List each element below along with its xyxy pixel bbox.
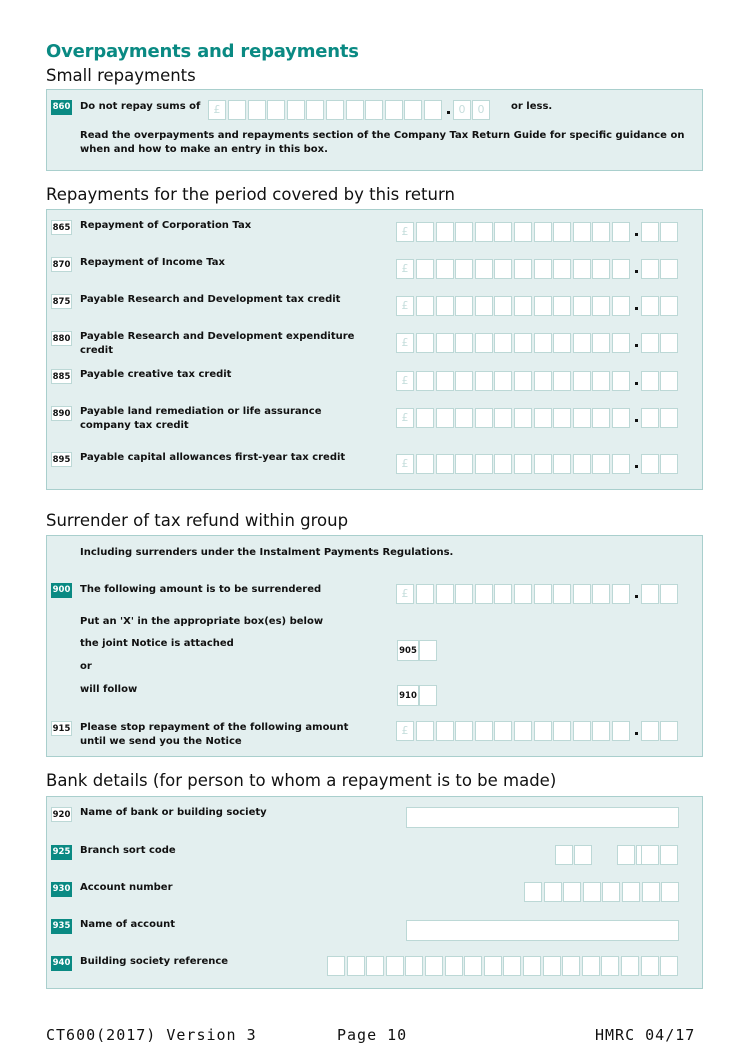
building-society-ref-cell[interactable] — [543, 956, 561, 976]
box-885-digit-cell[interactable] — [514, 371, 532, 391]
box-880-digit-cell[interactable] — [436, 333, 454, 353]
box-900-digit-cell[interactable] — [573, 584, 591, 604]
box-860-digit-cell[interactable] — [385, 100, 403, 120]
box-number-905: 905 — [397, 640, 419, 661]
box-885-pound-cell: £ — [396, 371, 414, 391]
box-860-suffix: or less. — [511, 101, 553, 112]
box-880-decimal-point — [635, 344, 638, 347]
box-885-digit-cell[interactable] — [553, 371, 571, 391]
account-number-cell[interactable] — [544, 882, 562, 902]
box-880-pence-cell[interactable] — [660, 333, 678, 353]
box-875-digit-cell[interactable] — [592, 296, 610, 316]
joint-notice-label: the joint Notice is attached — [80, 638, 234, 649]
box-860-pence-cell: 0 — [472, 100, 490, 120]
box-895-digit-cell[interactable] — [436, 454, 454, 474]
box-900-decimal-point — [635, 595, 638, 598]
box-915-digit-cell[interactable] — [416, 721, 434, 741]
box-870-pence-cell[interactable] — [641, 259, 659, 279]
box-910-checkbox[interactable] — [419, 685, 437, 706]
box-915-digit-cell[interactable] — [455, 721, 473, 741]
box-905-checkbox[interactable] — [419, 640, 437, 661]
box-915-pence-cell[interactable] — [641, 721, 659, 741]
box-number-870: 870 — [51, 257, 72, 272]
box-870-digit-cell[interactable] — [416, 259, 434, 279]
box-900-digit-cell[interactable] — [553, 584, 571, 604]
building-society-ref-cell[interactable] — [405, 956, 423, 976]
box-865-digit-cell[interactable] — [592, 222, 610, 242]
box-880-digit-cell[interactable] — [475, 333, 493, 353]
box-895-digit-cell[interactable] — [455, 454, 473, 474]
footer-form-version: CT600(2017) Version 3 — [46, 1026, 257, 1044]
box-890-pound-cell: £ — [396, 408, 414, 428]
box-880-pound-cell: £ — [396, 333, 414, 353]
page-title: Overpayments and repayments — [46, 41, 359, 62]
box-875-pound-cell: £ — [396, 296, 414, 316]
box-865-pence-cell[interactable] — [660, 222, 678, 242]
box-890-digit-cell[interactable] — [455, 408, 473, 428]
account-name-field[interactable] — [406, 920, 679, 941]
box-865-digit-cell[interactable] — [534, 222, 552, 242]
box-870-pence-cell[interactable] — [660, 259, 678, 279]
box-860-guidance: Read the overpayments and repayments section of the Company Tax Return Guide for specific guidance on when and how to make an entry in this box. — [80, 130, 685, 155]
surrender-panel — [46, 535, 703, 757]
box-875-digit-cell[interactable] — [416, 296, 434, 316]
bank-name-field[interactable] — [406, 807, 679, 828]
box-890-pence-cell[interactable] — [641, 408, 659, 428]
building-society-ref-cell[interactable] — [386, 956, 404, 976]
box-860-digit-cell[interactable] — [326, 100, 344, 120]
box-930-label: Account number — [80, 882, 173, 893]
box-860-decimal-point — [447, 111, 450, 114]
account-number-cell[interactable] — [642, 882, 660, 902]
box-870-digit-cell[interactable] — [612, 259, 630, 279]
box-number-910: 910 — [397, 685, 419, 706]
or-label: or — [80, 661, 92, 672]
box-number-890: 890 — [51, 406, 72, 421]
box-900-digit-cell[interactable] — [612, 584, 630, 604]
box-890-digit-cell[interactable] — [475, 408, 493, 428]
box-860-digit-cell[interactable] — [404, 100, 422, 120]
box-number-865: 865 — [51, 220, 72, 235]
building-society-ref-cell[interactable] — [484, 956, 502, 976]
box-number-915: 915 — [51, 721, 72, 736]
box-890-digit-cell[interactable] — [573, 408, 591, 428]
box-875-digit-cell[interactable] — [573, 296, 591, 316]
sort-code-cell[interactable] — [660, 845, 678, 865]
box-915-digit-cell[interactable] — [553, 721, 571, 741]
box-895-digit-cell[interactable] — [475, 454, 493, 474]
box-895-pence-cell[interactable] — [641, 454, 659, 474]
small-repayments-panel — [46, 89, 703, 171]
box-885-digit-cell[interactable] — [534, 371, 552, 391]
box-865-digit-cell[interactable] — [436, 222, 454, 242]
box-895-pence-cell[interactable] — [660, 454, 678, 474]
box-900-digit-cell[interactable] — [475, 584, 493, 604]
box-880-label: Payable Research and Development expenditure credit — [80, 331, 355, 356]
repayments-panel — [46, 209, 703, 490]
box-895-label: Payable capital allowances first-year tax credit — [80, 452, 346, 463]
box-885-label: Payable creative tax credit — [80, 369, 232, 380]
box-860-digit-cell[interactable] — [424, 100, 442, 120]
building-society-ref-cell[interactable] — [562, 956, 580, 976]
box-875-digit-cell[interactable] — [553, 296, 571, 316]
box-860-digit-cell[interactable] — [267, 100, 285, 120]
box-number-880: 880 — [51, 331, 72, 346]
box-880-digit-cell[interactable] — [592, 333, 610, 353]
account-number-cell[interactable] — [563, 882, 581, 902]
box-860-digit-cell[interactable] — [228, 100, 246, 120]
box-915-digit-cell[interactable] — [494, 721, 512, 741]
box-890-digit-cell[interactable] — [534, 408, 552, 428]
box-875-digit-cell[interactable] — [534, 296, 552, 316]
box-925-label: Branch sort code — [80, 845, 176, 856]
sort-code-cell[interactable] — [574, 845, 592, 865]
box-865-digit-cell[interactable] — [475, 222, 493, 242]
box-915-pound-cell: £ — [396, 721, 414, 741]
box-865-digit-cell[interactable] — [514, 222, 532, 242]
box-900-digit-cell[interactable] — [494, 584, 512, 604]
box-875-digit-cell[interactable] — [612, 296, 630, 316]
box-870-digit-cell[interactable] — [436, 259, 454, 279]
box-880-digit-cell[interactable] — [534, 333, 552, 353]
box-865-pound-cell: £ — [396, 222, 414, 242]
box-915-digit-cell[interactable] — [475, 721, 493, 741]
box-number-875: 875 — [51, 294, 72, 309]
box-860-digit-cell[interactable] — [248, 100, 266, 120]
box-890-digit-cell[interactable] — [416, 408, 434, 428]
box-885-digit-cell[interactable] — [494, 371, 512, 391]
box-915-pence-cell[interactable] — [660, 721, 678, 741]
box-870-digit-cell[interactable] — [534, 259, 552, 279]
account-number-cell[interactable] — [661, 882, 679, 902]
box-880-digit-cell[interactable] — [455, 333, 473, 353]
box-915-digit-cell[interactable] — [436, 721, 454, 741]
building-society-ref-cell[interactable] — [327, 956, 345, 976]
box-890-digit-cell[interactable] — [514, 408, 532, 428]
box-935-label: Name of account — [80, 919, 175, 930]
box-900-label: The following amount is to be surrendered — [80, 584, 322, 595]
box-895-digit-cell[interactable] — [416, 454, 434, 474]
box-875-digit-cell[interactable] — [494, 296, 512, 316]
box-number-920: 920 — [51, 807, 72, 822]
box-885-digit-cell[interactable] — [573, 371, 591, 391]
box-870-digit-cell[interactable] — [573, 259, 591, 279]
box-895-digit-cell[interactable] — [592, 454, 610, 474]
box-900-pence-cell[interactable] — [641, 584, 659, 604]
building-society-ref-cell[interactable] — [425, 956, 443, 976]
box-875-pence-cell[interactable] — [660, 296, 678, 316]
put-x-instruction: Put an 'X' in the appropriate box(es) below — [80, 616, 324, 627]
box-875-pence-cell[interactable] — [641, 296, 659, 316]
will-follow-label: will follow — [80, 684, 138, 695]
box-915-digit-cell[interactable] — [573, 721, 591, 741]
box-915-digit-cell[interactable] — [592, 721, 610, 741]
box-900-digit-cell[interactable] — [455, 584, 473, 604]
box-890-digit-cell[interactable] — [592, 408, 610, 428]
box-865-digit-cell[interactable] — [494, 222, 512, 242]
box-900-digit-cell[interactable] — [436, 584, 454, 604]
footer-hmrc-ref: HMRC 04/17 — [595, 1026, 696, 1044]
box-895-digit-cell[interactable] — [553, 454, 571, 474]
section-heading-surrender: Surrender of tax refund within group — [46, 511, 349, 530]
box-875-digit-cell[interactable] — [455, 296, 473, 316]
box-number-900: 900 — [51, 583, 72, 598]
box-890-label: Payable land remediation or life assurance company tax credit — [80, 406, 322, 431]
box-885-digit-cell[interactable] — [416, 371, 434, 391]
box-890-digit-cell[interactable] — [553, 408, 571, 428]
section-heading-bank: Bank details (for person to whom a repayment is to be made) — [46, 771, 557, 790]
box-895-decimal-point — [635, 465, 638, 468]
building-society-ref-cell[interactable] — [582, 956, 600, 976]
box-870-digit-cell[interactable] — [475, 259, 493, 279]
box-920-label: Name of bank or building society — [80, 807, 267, 818]
box-870-decimal-point — [635, 270, 638, 273]
box-900-digit-cell[interactable] — [534, 584, 552, 604]
box-915-digit-cell[interactable] — [534, 721, 552, 741]
box-number-885: 885 — [51, 369, 72, 384]
box-915-digit-cell[interactable] — [514, 721, 532, 741]
box-860-label: Do not repay sums of — [80, 101, 201, 112]
box-885-digit-cell[interactable] — [475, 371, 493, 391]
building-society-ref-cell[interactable] — [641, 956, 659, 976]
box-885-digit-cell[interactable] — [612, 371, 630, 391]
section-heading-repayments: Repayments for the period covered by this return — [46, 185, 455, 204]
box-870-digit-cell[interactable] — [592, 259, 610, 279]
sort-code-cell[interactable] — [641, 845, 659, 865]
box-870-digit-cell[interactable] — [553, 259, 571, 279]
box-875-digit-cell[interactable] — [436, 296, 454, 316]
account-number-cell[interactable] — [622, 882, 640, 902]
building-society-ref-cell[interactable] — [347, 956, 365, 976]
building-society-ref-cell[interactable] — [601, 956, 619, 976]
box-865-digit-cell[interactable] — [553, 222, 571, 242]
box-915-decimal-point — [635, 732, 638, 735]
box-915-digit-cell[interactable] — [612, 721, 630, 741]
sort-code-cell[interactable] — [617, 845, 635, 865]
box-885-digit-cell[interactable] — [592, 371, 610, 391]
box-number-935: 935 — [51, 919, 72, 934]
box-860-digit-cell[interactable] — [365, 100, 383, 120]
box-860-pound-cell: £ — [208, 100, 226, 120]
box-880-digit-cell[interactable] — [514, 333, 532, 353]
box-940-label: Building society reference — [80, 956, 229, 967]
account-number-cell[interactable] — [583, 882, 601, 902]
box-900-digit-cell[interactable] — [592, 584, 610, 604]
box-885-decimal-point — [635, 382, 638, 385]
box-885-digit-cell[interactable] — [436, 371, 454, 391]
box-865-decimal-point — [635, 233, 638, 236]
building-society-ref-cell[interactable] — [523, 956, 541, 976]
box-865-label: Repayment of Corporation Tax — [80, 220, 252, 231]
box-915-label: Please stop repayment of the following amount until we send you the Notice — [80, 722, 349, 747]
box-860-digit-cell[interactable] — [306, 100, 324, 120]
box-875-digit-cell[interactable] — [514, 296, 532, 316]
box-890-decimal-point — [635, 419, 638, 422]
box-860-digit-cell[interactable] — [346, 100, 364, 120]
box-900-pound-cell: £ — [396, 584, 414, 604]
box-865-pence-cell[interactable] — [641, 222, 659, 242]
box-875-label: Payable Research and Development tax credit — [80, 294, 341, 305]
box-860-digit-cell[interactable] — [287, 100, 305, 120]
box-885-pence-cell[interactable] — [641, 371, 659, 391]
building-society-ref-cell[interactable] — [464, 956, 482, 976]
building-society-ref-cell[interactable] — [660, 956, 678, 976]
box-900-pence-cell[interactable] — [660, 584, 678, 604]
box-895-digit-cell[interactable] — [494, 454, 512, 474]
box-870-pound-cell: £ — [396, 259, 414, 279]
box-870-digit-cell[interactable] — [514, 259, 532, 279]
box-865-digit-cell[interactable] — [573, 222, 591, 242]
box-880-digit-cell[interactable] — [612, 333, 630, 353]
building-society-ref-cell[interactable] — [445, 956, 463, 976]
box-860-pence-cell: 0 — [453, 100, 471, 120]
box-890-digit-cell[interactable] — [612, 408, 630, 428]
box-870-digit-cell[interactable] — [455, 259, 473, 279]
box-865-digit-cell[interactable] — [455, 222, 473, 242]
box-900-digit-cell[interactable] — [416, 584, 434, 604]
account-number-cell[interactable] — [602, 882, 620, 902]
sort-code-cell[interactable] — [555, 845, 573, 865]
box-number-925: 925 — [51, 845, 72, 860]
box-865-digit-cell[interactable] — [612, 222, 630, 242]
box-890-digit-cell[interactable] — [494, 408, 512, 428]
box-880-digit-cell[interactable] — [494, 333, 512, 353]
box-number-930: 930 — [51, 882, 72, 897]
surrender-intro: Including surrenders under the Instalment Payments Regulations. — [80, 547, 454, 558]
building-society-ref-cell[interactable] — [503, 956, 521, 976]
box-895-digit-cell[interactable] — [612, 454, 630, 474]
box-900-digit-cell[interactable] — [514, 584, 532, 604]
section-heading-small-repayments: Small repayments — [46, 66, 196, 85]
box-number-940: 940 — [51, 956, 72, 971]
box-880-digit-cell[interactable] — [553, 333, 571, 353]
building-society-ref-cell[interactable] — [366, 956, 384, 976]
box-895-pound-cell: £ — [396, 454, 414, 474]
box-890-digit-cell[interactable] — [436, 408, 454, 428]
bank-details-panel — [46, 796, 703, 989]
account-number-cell[interactable] — [524, 882, 542, 902]
footer-page-number: Page 10 — [337, 1026, 408, 1044]
box-870-label: Repayment of Income Tax — [80, 257, 225, 268]
box-880-digit-cell[interactable] — [416, 333, 434, 353]
box-895-digit-cell[interactable] — [573, 454, 591, 474]
box-865-digit-cell[interactable] — [416, 222, 434, 242]
box-885-digit-cell[interactable] — [455, 371, 473, 391]
box-number-895: 895 — [51, 452, 72, 467]
box-895-digit-cell[interactable] — [534, 454, 552, 474]
box-880-pence-cell[interactable] — [641, 333, 659, 353]
building-society-ref-cell[interactable] — [621, 956, 639, 976]
box-870-digit-cell[interactable] — [494, 259, 512, 279]
box-890-pence-cell[interactable] — [660, 408, 678, 428]
box-885-pence-cell[interactable] — [660, 371, 678, 391]
box-875-decimal-point — [635, 307, 638, 310]
box-875-digit-cell[interactable] — [475, 296, 493, 316]
box-number-860: 860 — [51, 100, 72, 115]
box-895-digit-cell[interactable] — [514, 454, 532, 474]
box-880-digit-cell[interactable] — [573, 333, 591, 353]
